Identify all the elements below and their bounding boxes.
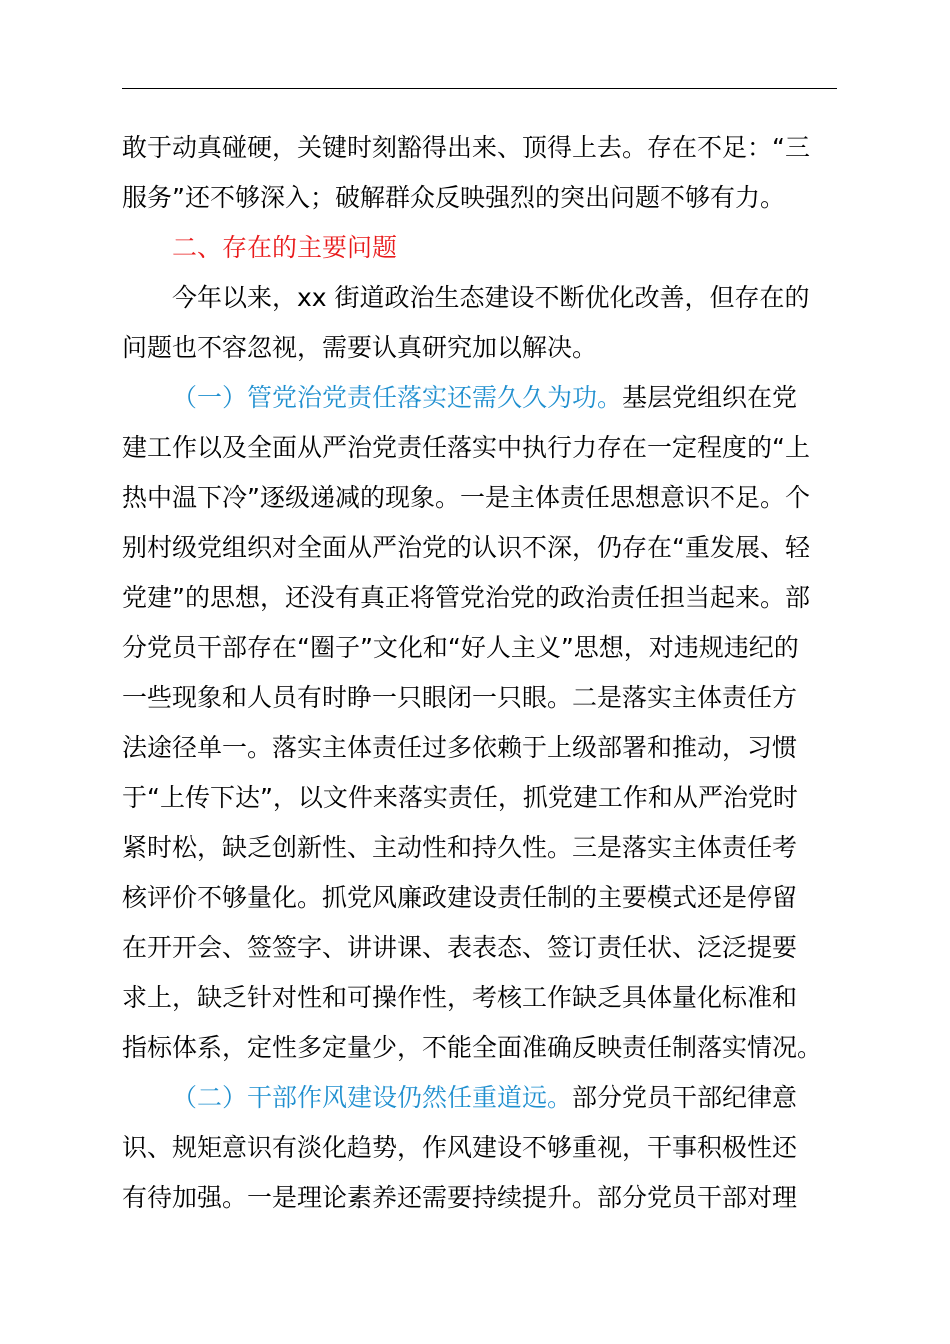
body-line: 在开开会、签签字、讲讲课、表表态、签订责任状、泛泛提要 xyxy=(122,933,798,962)
body-line: 今年以来，xx 街道政治生态建设不断优化改善，但存在的 xyxy=(172,283,810,312)
body-line: 求上，缺乏针对性和可操作性，考核工作缺乏具体量化标准和 xyxy=(122,983,798,1012)
body-line: 有待加强。一是理论素养还需要持续提升。部分党员干部对理 xyxy=(122,1183,798,1212)
section-heading: 二、存在的主要问题 xyxy=(172,233,398,262)
body-line: 识、规矩意识有淡化趋势，作风建设不够重视，干事积极性还 xyxy=(122,1133,798,1162)
body-line: 法途径单一。落实主体责任过多依赖于上级部署和推动，习惯 xyxy=(122,733,798,762)
subsection-line xyxy=(172,1081,842,1115)
body-line: 服务”还不够深入；破解群众反映强烈的突出问题不够有力。 xyxy=(122,183,785,212)
body-line: 热中温下冷”逐级递减的现象。一是主体责任思想意识不足。个 xyxy=(122,483,810,512)
body-line: 核评价不够量化。抓党风廉政建设责任制的主要模式还是停留 xyxy=(122,883,798,912)
body-line: 指标体系，定性多定量少，不能全面准确反映责任制落实情况。 xyxy=(122,1033,823,1062)
body-line: 敢于动真碰硬，关键时刻豁得出来、顶得上去。存在不足：“三 xyxy=(122,133,810,162)
subsection-text: 基层党组织在党 xyxy=(622,383,798,412)
subsection-title: （一）管党治党责任落实还需久久为功。 xyxy=(172,383,623,412)
body-line: 建工作以及全面从严治党责任落实中执行力存在一定程度的“上 xyxy=(122,433,810,462)
subsection-text: 部分党员干部纪律意 xyxy=(572,1083,798,1112)
subsection-line xyxy=(172,381,842,415)
body-line: 一些现象和人员有时睁一只眼闭一只眼。二是落实主体责任方 xyxy=(122,683,798,712)
subsection-title: （二）干部作风建设仍然任重道远。 xyxy=(172,1083,573,1112)
body-line: 于“上传下达”，以文件来落实责任，抓党建工作和从严治党时 xyxy=(122,783,798,812)
body-line: 别村级党组织对全面从严治党的认识不深，仍存在“重发展、轻 xyxy=(122,533,810,562)
header-rule xyxy=(122,88,837,89)
body-line: 党建”的思想，还没有真正将管党治党的政治责任担当起来。部 xyxy=(122,583,810,612)
body-line: 分党员干部存在“圈子”文化和“好人主义”思想，对违规违纪的 xyxy=(122,633,799,662)
body-line: 问题也不容忽视，需要认真研究加以解决。 xyxy=(122,333,598,362)
body-line: 紧时松，缺乏创新性、主动性和持久性。三是落实主体责任考 xyxy=(122,833,798,862)
